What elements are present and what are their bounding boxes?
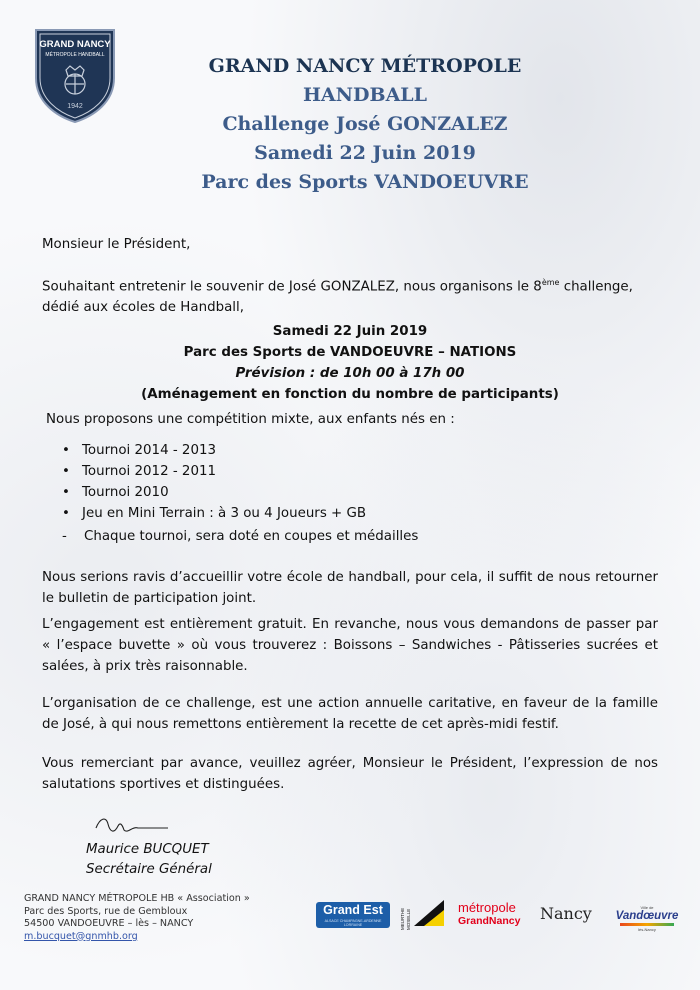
- grandest-logo: [316, 902, 390, 928]
- vand-text: Vandœuvre: [615, 910, 679, 922]
- moselle-text-b: MOSELLE: [406, 908, 411, 930]
- intro-text-a: Souhaitant entretenir le souvenir de José GONZALEZ, nous organisons le 8: [42, 279, 542, 295]
- list-item: • Tournoi 2012 - 2011: [42, 461, 366, 482]
- trophy-note: [62, 529, 418, 544]
- event-date: Samedi 22 Juin 2019: [272, 324, 428, 339]
- tournament-list: [42, 440, 366, 524]
- grandest-text: Grand Est: [323, 903, 383, 917]
- club-logo: [32, 26, 118, 124]
- list-item: • Jeu en Mini Terrain : à 3 ou 4 Joueurs + GB: [42, 503, 366, 524]
- paragraph-engagement: L’engagement est entièrement gratuit. En revanche, nous vous demandons de passer par « l’espace buvette » où vous trouverez : Boissons – Sandwiches - Pâtisseries sucrées et salées, à prix très raisonnable.: [42, 617, 658, 674]
- salutation: Monsieur le Président,: [42, 237, 191, 252]
- list-item: • Tournoi 2014 - 2013: [42, 440, 366, 461]
- metropole-text: métropole: [458, 900, 516, 915]
- intro-text-b: challenge, dédié aux écoles de Handball,: [42, 279, 633, 316]
- footer-address: [24, 893, 250, 943]
- event-time: Prévision : de 10h 00 à 17h 00: [235, 366, 465, 381]
- vand-sub-text: lès-Nancy: [638, 927, 656, 932]
- header-line3: Challenge José GONZALEZ: [222, 113, 508, 135]
- logo-line2: MÉTROPOLE HANDBALL: [45, 52, 105, 58]
- footer-line1: GRAND NANCY MÉTROPOLE HB « Association »: [24, 893, 250, 904]
- trophy-note-text: Chaque tournoi, sera doté en coupes et médailles: [84, 529, 419, 544]
- footer-line3: 54500 VANDOEUVRE – lès – NANCY: [24, 918, 194, 930]
- event-block: [42, 321, 658, 405]
- header-line4: Samedi 22 Juin 2019: [254, 142, 476, 164]
- event-place: Parc des Sports de VANDOEUVRE – NATIONS: [183, 345, 517, 360]
- paragraph-welcome: Nous serions ravis d’accueillir votre école de handball, pour cela, il suffit de nous retourner le bulletin de participation joint.: [42, 570, 658, 606]
- header-line5: Parc des Sports VANDOEUVRE: [201, 171, 529, 193]
- signatory-title: Secrétaire Général: [86, 862, 212, 877]
- header-line1: GRAND NANCY MÉTROPOLE: [208, 55, 522, 77]
- moselle-text-a: MEURTHE: [400, 907, 405, 930]
- intro-superscript: ème: [541, 278, 560, 287]
- dash-marker: -: [62, 529, 67, 544]
- signatory-name: Maurice BUCQUET: [86, 842, 209, 857]
- handwritten-signature: [92, 812, 172, 840]
- logo-year: 1942: [67, 103, 83, 110]
- footer-line2: Parc des Sports, rue de Gembloux: [24, 905, 188, 917]
- list-item: • Tournoi 2010: [42, 482, 366, 503]
- paragraph-charity: L’organisation de ce challenge, est une action annuelle caritative, en faveur de la famille de José, à qui nous remettons entièrement la recette de cet après-midi festif.: [42, 696, 658, 732]
- vandoeuvre-logo: [610, 905, 684, 932]
- vand-small-text: Ville de: [640, 905, 654, 910]
- grandest-subtext: ALSACE CHAMPAGNE-ARDENNE LORRAINE: [324, 919, 382, 927]
- event-note: (Aménagement en fonction du nombre de participants): [141, 387, 559, 402]
- intro-paragraph: [42, 272, 658, 318]
- grandnancy-text: GrandNancy: [458, 915, 521, 927]
- paragraph-closing: Vous remerciant par avance, veuillez agréer, Monsieur le Président, l’expression de nos salutations sportives et distinguées.: [42, 756, 658, 792]
- metropole-grandnancy-logo: [458, 901, 530, 927]
- nancy-logo: Nancy: [540, 904, 592, 923]
- proposal-text: Nous proposons une compétition mixte, aux enfants nés en :: [46, 412, 455, 427]
- meurthe-moselle-logo: [400, 896, 448, 930]
- header-line2: HANDBALL: [302, 84, 428, 106]
- document-header: [150, 52, 580, 197]
- footer-email-link[interactable]: m.bucquet@gnmhb.org: [24, 930, 138, 942]
- logo-line1: GRAND NANCY: [39, 39, 111, 50]
